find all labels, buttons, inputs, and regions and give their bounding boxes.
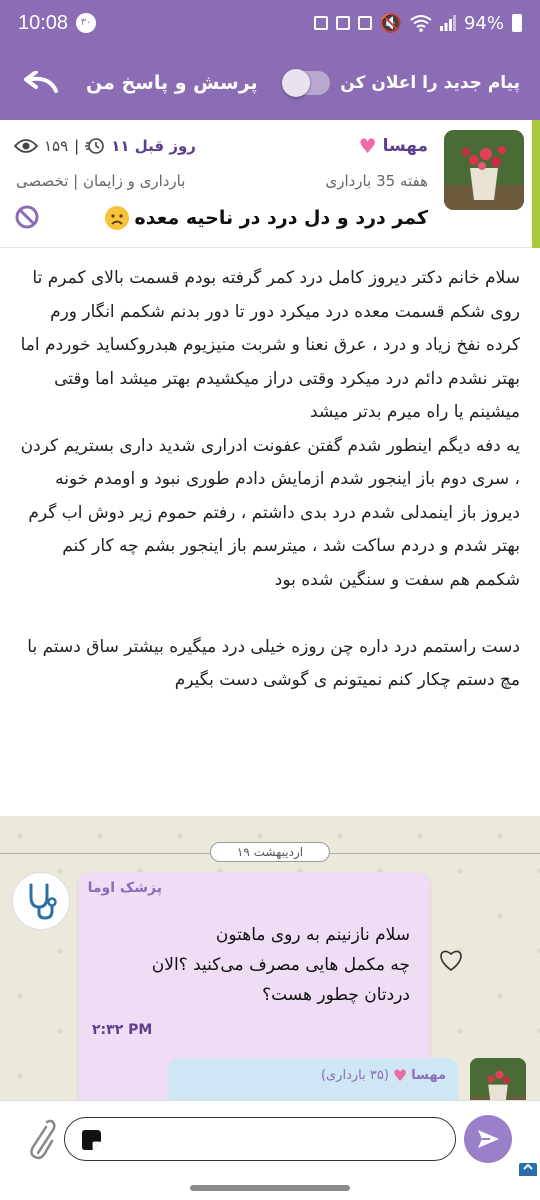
post-title-row — [105, 206, 428, 230]
post-body-text: سلام خانم دکتر دیروز کامل درد کمر گرفته بودم قسمت بالای کمرم تا روی شکم قسمت معده درد میکرد دور تا دور بدنم شکمم انگار ورم کرده نفخ زیاد و درد ، عرق نعنا و شربت منیزیوم هبدروکساید خوردم اما بهتر نشدم دائم درد میکرد وقتی دراز میکشیدم بهتر میشد اما وقتی میشینم یا راه میرم بدتر میشد یه دفه دیگم اینطور شدم گفتن عفونت ادراری شدید داری بستریم کردن ، سری دوم باز اینجور شدم ازمایش دادم طوری نبود و اومدم خونه دیروز باز اینمدلی شدم درد بدی داشتم ، رفتم حموم زیر دوش اب گرم بهتر شدم و دردم ساکت شد ، میترسم باز اینجور بشم چه کار کنم شکمم هم سفت و سنگین شده بود دست راستمم درد داره چن روزه خیلی درد میگیره بیشتر ساق دستم با مچ دستم چکار کنم نمیتونم ی گوشی دست بگیرم — [20, 268, 520, 690]
send-arrow-icon — [475, 1126, 501, 1152]
status-bar — [0, 0, 540, 46]
paperclip-icon[interactable] — [24, 1117, 56, 1161]
user-heart-icon: ♥ — [392, 1066, 408, 1085]
app-notification-icon — [336, 16, 350, 30]
message-input[interactable] — [64, 1117, 456, 1161]
doctor-message-time: ۲:۳۲ PM — [92, 1022, 153, 1038]
notify-label: پیام جدید را اعلان کن — [340, 73, 520, 93]
user-week: (۳۵ بارداری) — [320, 1068, 389, 1083]
navigation-bar — [0, 1176, 540, 1200]
block-icon[interactable] — [14, 204, 40, 230]
notify-setting — [282, 71, 520, 95]
author-avatar[interactable] — [444, 130, 524, 210]
folder-icon — [314, 16, 328, 30]
notify-toggle[interactable] — [282, 71, 330, 95]
accent-bar — [532, 120, 540, 248]
user-name: مهسا — [411, 1068, 446, 1083]
doctor-name: پزشک اوما — [87, 880, 162, 896]
page-title: پرسش و پاسخ من — [86, 72, 258, 94]
pregnancy-week: هفته 35 بارداری — [325, 172, 428, 190]
back-arrow-icon[interactable] — [20, 68, 64, 98]
post-body — [0, 252, 540, 816]
doctor-avatar[interactable] — [12, 872, 70, 930]
doctor-message-text: سلام نازنینم به روی ماهتون چه مکمل هایی مصرف می‌کنید ؟الان دردتان چطور هست؟ — [151, 925, 410, 1005]
post-header — [0, 120, 540, 248]
message-composer — [0, 1100, 540, 1176]
heart-icon: ♥ — [358, 134, 377, 158]
sad-face-icon — [105, 206, 129, 230]
post-category: بارداری و زایمان | تخصصی — [16, 172, 186, 190]
battery-saver-icon — [358, 16, 372, 30]
toolbar — [0, 46, 540, 120]
toggle-knob — [282, 69, 310, 97]
battery-icon — [512, 14, 522, 32]
send-button[interactable] — [464, 1115, 512, 1163]
user-message-bubble[interactable] — [168, 1058, 458, 1100]
user-avatar[interactable] — [470, 1058, 526, 1100]
stethoscope-icon — [21, 881, 61, 921]
status-icons — [314, 13, 522, 34]
status-time: 10:08 — [18, 11, 69, 34]
like-heart-icon[interactable] — [438, 948, 464, 972]
home-gesture-pill[interactable] — [190, 1185, 350, 1191]
eye-icon — [14, 138, 38, 154]
meta-separator: | — [74, 137, 80, 155]
post-title: کمر درد و دل درد در ناحیه معده — [134, 207, 428, 229]
notification-badge: ۳۰ — [76, 13, 96, 33]
post-time-ago: ۱۱ روز قبل — [111, 137, 196, 155]
chat-area[interactable] — [0, 816, 540, 1100]
view-count: ۱۵۹ — [44, 137, 69, 155]
clock-icon — [85, 136, 105, 156]
author-name-row — [359, 134, 428, 158]
date-pill: ۱۹ اردیبهشت — [210, 842, 330, 862]
sticker-icon[interactable] — [80, 1129, 102, 1151]
battery-percent: 94% — [463, 12, 504, 34]
wifi-icon — [410, 14, 432, 32]
post-meta — [14, 136, 196, 156]
mute-icon: 🔇 — [379, 12, 402, 34]
user-name-row — [321, 1066, 446, 1085]
author-name[interactable]: مهسا — [382, 136, 428, 156]
signal-icon — [440, 15, 456, 31]
